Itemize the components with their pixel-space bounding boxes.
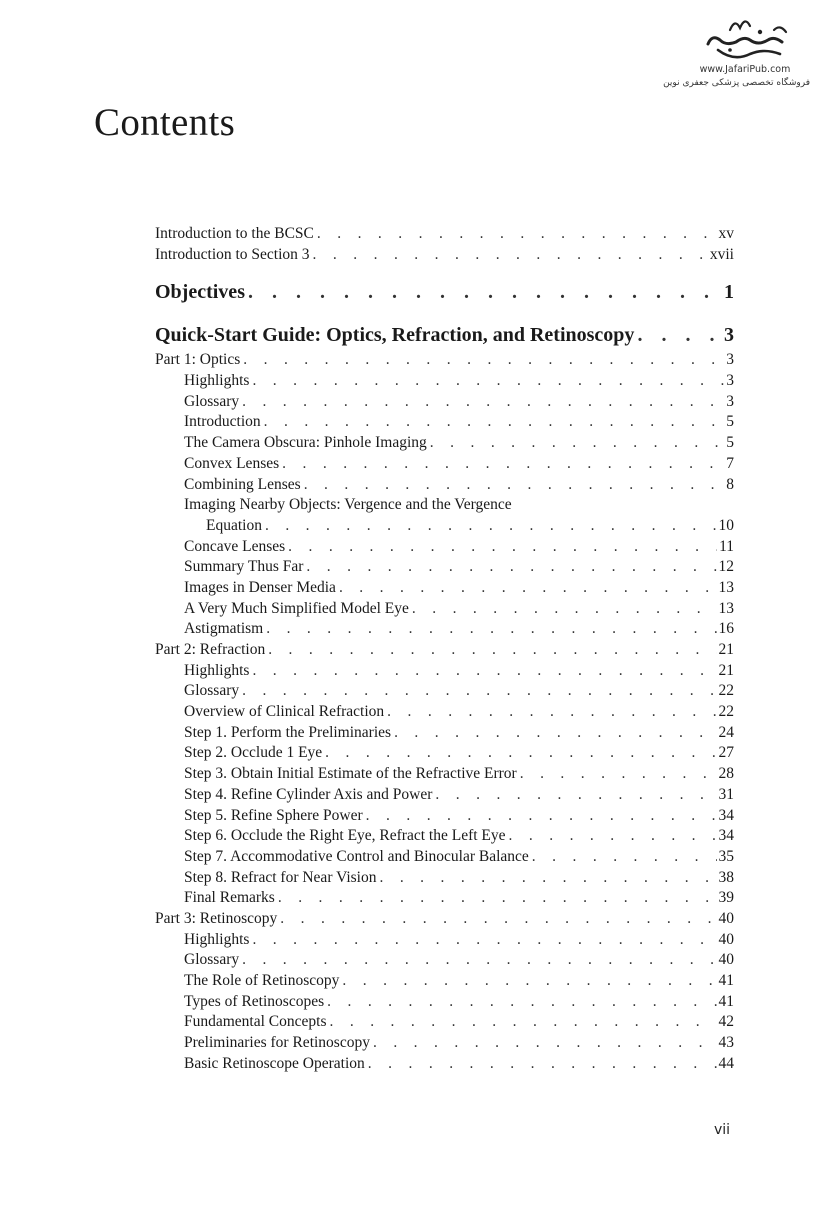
toc-entry-title: Preliminaries for Retinoscopy (184, 1034, 370, 1052)
leader-dots (249, 930, 716, 951)
toc-entry[interactable] (155, 868, 734, 889)
leader-dots (409, 599, 717, 620)
toc-entry[interactable] (155, 723, 734, 744)
leader-dots (314, 224, 717, 245)
leader-dots (263, 619, 716, 640)
toc-entry[interactable] (155, 950, 734, 971)
toc-entry-page: xvii (709, 245, 734, 263)
toc-entry-title: Highlights (184, 661, 250, 679)
toc-part-page: 21 (718, 641, 734, 658)
leader-dots (370, 1033, 717, 1054)
toc-entry-page: 31 (718, 785, 734, 803)
toc-entry-page: xv (718, 225, 734, 242)
toc-entry-page: 10 (718, 516, 734, 534)
leader-dots (275, 888, 717, 909)
toc-chapter-title: Quick-Start Guide: Optics, Refraction, and Retinoscopy (155, 324, 635, 347)
toc-entry-page: 5 (726, 413, 734, 431)
toc-entry[interactable] (155, 1054, 734, 1075)
toc-part-title: Part 2: Refraction (155, 641, 266, 658)
publisher-logo (663, 10, 810, 102)
toc-entry-title: Summary Thus Far (184, 558, 304, 576)
toc-entry-page: 27 (718, 744, 734, 762)
toc-entry-title-cont: Equation (206, 516, 262, 534)
toc-entry[interactable] (155, 681, 734, 702)
toc-entry-page: 40 (718, 951, 734, 969)
toc-entry[interactable] (155, 806, 734, 827)
leader-dots (634, 320, 722, 350)
toc-entry-page: 22 (718, 703, 734, 721)
toc-entry-page: 8 (726, 475, 734, 493)
toc-chapter-quickstart[interactable] (155, 320, 734, 350)
leader-dots (239, 392, 724, 413)
page-number: vii (714, 1122, 731, 1138)
toc-entry-title: Glossary (184, 951, 240, 969)
leader-dots (239, 681, 716, 702)
toc-entry-page: 3 (726, 372, 734, 390)
leader-dots (432, 785, 716, 806)
toc-entry-title: The Role of Retinoscopy (184, 972, 340, 989)
table-of-contents (155, 224, 734, 1074)
toc-entry-page: 41 (718, 972, 734, 989)
toc-entry[interactable] (155, 224, 734, 245)
toc-entry-title: Types of Retinoscopes (184, 992, 325, 1010)
toc-entry-page: 34 (718, 806, 734, 824)
toc-entry-title: Combining Lenses (184, 475, 301, 493)
toc-entry-page: 43 (718, 1034, 734, 1052)
toc-entry-title: Basic Retinoscope Operation (184, 1054, 365, 1072)
toc-entry-title: Highlights (184, 372, 250, 390)
leader-dots (249, 371, 724, 392)
toc-entry-title: Fundamental Concepts (184, 1013, 327, 1031)
toc-entry[interactable] (155, 537, 734, 558)
toc-entry-title: Final Remarks (184, 889, 275, 907)
toc-part-title: Part 1: Optics (155, 351, 241, 369)
toc-entry-title: Step 1. Perform the Preliminaries (184, 723, 392, 741)
toc-part-1[interactable] (155, 350, 734, 371)
toc-chapter-title: Objectives (155, 281, 245, 304)
toc-part-2[interactable] (155, 640, 734, 661)
leader-dots (245, 277, 722, 307)
toc-entry-page: 44 (718, 1054, 734, 1072)
toc-entry-title: Step 5. Refine Sphere Power (184, 806, 363, 824)
leader-dots (517, 764, 717, 785)
toc-entry[interactable] (155, 433, 734, 454)
leader-dots (262, 516, 717, 537)
toc-entry[interactable] (155, 1033, 734, 1054)
toc-entry-page: 34 (718, 827, 734, 845)
toc-chapter-page: 1 (724, 281, 734, 304)
toc-entry[interactable] (155, 826, 734, 847)
leader-dots (240, 350, 724, 371)
toc-entry-title: Astigmatism (184, 620, 264, 638)
toc-entry-title: Introduction to the BCSC (155, 225, 314, 242)
toc-entry-page: 38 (718, 868, 734, 886)
toc-entry-page: 28 (718, 765, 734, 783)
toc-entry[interactable] (155, 992, 734, 1013)
toc-entry-title: Glossary (184, 392, 240, 410)
toc-entry-title: Imaging Nearby Objects: Vergence and the Vergence (184, 496, 512, 514)
leader-dots (376, 868, 716, 889)
toc-entry-page: 13 (718, 578, 734, 596)
leader-dots (310, 245, 708, 266)
toc-entry-page: 40 (718, 930, 734, 948)
toc-entry[interactable] (155, 454, 734, 475)
toc-entry-page: 3 (726, 392, 734, 410)
toc-entry-title: Step 3. Obtain Initial Estimate of the Refractive Error (184, 765, 517, 783)
toc-entry[interactable] (155, 785, 734, 806)
leader-dots (324, 992, 716, 1013)
toc-entry-title: Step 2. Occlude 1 Eye (184, 744, 323, 762)
toc-entry[interactable] (155, 475, 734, 496)
toc-entry[interactable] (155, 557, 734, 578)
toc-entry-title: Step 4. Refine Cylinder Axis and Power (184, 785, 433, 803)
toc-entry-page: 12 (718, 558, 734, 576)
toc-entry-page: 39 (718, 889, 734, 907)
toc-entry[interactable] (155, 619, 734, 640)
leader-dots (365, 1054, 717, 1075)
leader-dots (285, 537, 717, 558)
toc-part-page: 40 (718, 909, 734, 927)
leader-dots (384, 702, 716, 723)
toc-part-title: Part 3: Retinoscopy (155, 909, 278, 927)
toc-entry-page: 16 (718, 620, 734, 638)
leader-dots (529, 847, 717, 868)
toc-entry[interactable] (155, 495, 734, 516)
toc-entry-title: Highlights (184, 930, 250, 948)
toc-entry-page: 42 (718, 1013, 734, 1031)
page-title: Contents (94, 101, 236, 144)
leader-dots (303, 557, 716, 578)
toc-entry-page: 11 (719, 537, 734, 555)
leader-dots (322, 743, 716, 764)
toc-part-3[interactable] (155, 909, 734, 930)
toc-entry[interactable] (155, 702, 734, 723)
toc-entry[interactable] (155, 930, 734, 951)
leader-dots (249, 661, 716, 682)
toc-entry[interactable] (155, 412, 734, 433)
toc-entry-page: 7 (726, 454, 734, 472)
toc-entry[interactable] (155, 1012, 734, 1033)
toc-entry-page: 21 (718, 661, 734, 679)
toc-entry-title: Introduction (184, 413, 261, 431)
toc-entry-title: Step 7. Accommodative Control and Binocular Balance (184, 847, 529, 865)
leader-dots (261, 412, 725, 433)
toc-entry-title: The Camera Obscura: Pinhole Imaging (184, 434, 427, 452)
toc-entry[interactable] (155, 764, 734, 785)
leader-dots (339, 971, 716, 992)
toc-entry[interactable] (155, 743, 734, 764)
toc-entry[interactable] (155, 971, 734, 992)
toc-entry-page: 22 (718, 682, 734, 700)
toc-entry-title: Images in Denser Media (184, 578, 336, 596)
toc-entry[interactable] (155, 371, 734, 392)
leader-dots (363, 806, 717, 827)
leader-dots (506, 826, 717, 847)
toc-entry[interactable] (155, 392, 734, 413)
toc-chapter-page: 3 (724, 324, 734, 347)
leader-dots (277, 909, 716, 930)
toc-entry-page: 24 (718, 723, 734, 741)
toc-entry-title: Convex Lenses (184, 454, 280, 472)
toc-entry-title: Overview of Clinical Refraction (184, 703, 385, 721)
leader-dots (336, 578, 717, 599)
leader-dots (391, 723, 716, 744)
leader-dots (279, 454, 724, 475)
toc-entry[interactable] (155, 661, 734, 682)
logo-tagline: فروشگاه تخصصی پزشکی جعفری نوین (663, 78, 810, 88)
logo-url[interactable]: www.JafariPub.com (699, 64, 791, 75)
jafari-pub-calligraphy-icon (690, 10, 800, 66)
toc-entry-page: 41 (718, 992, 734, 1010)
leader-dots (265, 640, 716, 661)
toc-entry[interactable] (155, 847, 734, 868)
toc-entry-title: Step 8. Refract for Near Vision (184, 868, 377, 886)
toc-entry-continuation[interactable] (155, 516, 734, 537)
toc-entry[interactable] (155, 245, 734, 266)
toc-entry[interactable] (155, 599, 734, 620)
toc-entry-title: Introduction to Section 3 (155, 245, 310, 263)
toc-entry-title: Step 6. Occlude the Right Eye, Refract the Left Eye (184, 827, 506, 845)
leader-dots (301, 475, 725, 496)
toc-entry[interactable] (155, 888, 734, 909)
toc-entry-page: 13 (718, 599, 734, 617)
toc-entry[interactable] (155, 578, 734, 599)
toc-entry-title: Glossary (184, 682, 240, 700)
toc-part-page: 3 (726, 351, 734, 369)
toc-entry-page: 35 (718, 847, 734, 865)
leader-dots (239, 950, 716, 971)
toc-entry-title: A Very Much Simplified Model Eye (184, 599, 409, 617)
leader-dots (427, 433, 724, 454)
toc-entry-title: Concave Lenses (184, 537, 286, 555)
toc-chapter-objectives[interactable] (155, 277, 734, 307)
toc-entry-page: 5 (726, 434, 734, 452)
leader-dots (327, 1012, 717, 1033)
